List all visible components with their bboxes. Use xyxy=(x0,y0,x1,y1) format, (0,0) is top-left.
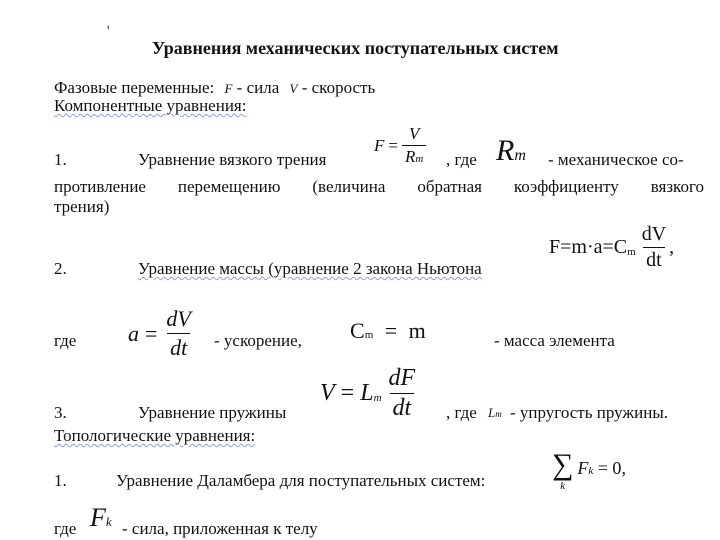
item1-text: Уравнение вязкого трения xyxy=(138,150,327,169)
component-equations-heading: Компонентные уравнения: xyxy=(54,96,247,115)
force-desc: - сила xyxy=(236,78,280,97)
item1-desc: - механическое со- xyxy=(548,150,684,169)
item2-text: Уравнение массы (уравнение 2 закона Ньютона xyxy=(138,259,482,278)
last-where: где xyxy=(54,519,77,538)
stray-mark: ' xyxy=(107,24,110,39)
formula-fraction xyxy=(402,124,426,167)
acceleration-desc: - ускорение, xyxy=(214,331,302,350)
velocity-symbol: V xyxy=(289,81,298,96)
item3-desc: - упругость пружины. xyxy=(510,403,668,422)
topological-equations-heading: Топологические уравнения: xyxy=(54,426,256,445)
fraction-denominator: Rm xyxy=(402,145,426,167)
mass-formula: Cm = m xyxy=(350,318,426,343)
item2-where: где xyxy=(54,331,77,350)
formula-lhs: F xyxy=(374,135,385,155)
page-title: Уравнения механических поступательных систем xyxy=(152,38,559,58)
velocity-desc: - скорость xyxy=(301,78,376,97)
newton-formula: F=m·a=C m $\frac{dV}{dt}$ , xyxy=(549,223,675,271)
phase-label: Фазовые переменные: xyxy=(54,78,215,97)
formula-eq: = xyxy=(388,135,398,155)
mass-desc: - масса элемента xyxy=(494,331,615,350)
viscous-friction-formula xyxy=(374,124,426,167)
elasticity-symbol: Lm xyxy=(488,405,502,420)
spring-fraction: $\frac{dF}{dt}$ xyxy=(388,365,416,421)
resistance-symbol: Rm xyxy=(496,134,526,167)
force-k-symbol: Fk xyxy=(90,503,112,532)
item1-number: 1. xyxy=(54,150,67,169)
item1-line3: трения) xyxy=(54,197,110,216)
item2-number: 2. xyxy=(54,259,67,278)
item3-where: , где xyxy=(446,403,477,422)
spring-formula: V = L m $\frac{dF}{dt}$ xyxy=(320,365,418,422)
dalembert-formula: ∑ k Fk = 0, xyxy=(552,448,626,492)
acceleration-fraction: $\frac{dV}{dt}$ xyxy=(166,306,191,360)
item3-text: Уравнение пружины xyxy=(138,403,287,422)
item1-line2: противление перемещению (величина обратная коэффициенту вязкого xyxy=(54,177,704,196)
sum-operator: ∑ k xyxy=(552,448,574,492)
topo1-text: Уравнение Даламбера для поступательных систем: xyxy=(116,471,486,490)
phase-variables-line xyxy=(54,78,375,98)
item3-number: 3. xyxy=(54,403,67,422)
force-symbol: F xyxy=(224,81,233,96)
topo1-number: 1. xyxy=(54,471,67,490)
fraction-numerator: V xyxy=(408,124,420,143)
last-desc: - сила, приложенная к телу xyxy=(122,519,318,538)
acceleration-formula: a = $\frac{dV}{dt}$ xyxy=(128,306,194,361)
item1-where: , где xyxy=(446,150,477,169)
newton-fraction: $\frac{dV}{dt}$ xyxy=(641,223,667,271)
